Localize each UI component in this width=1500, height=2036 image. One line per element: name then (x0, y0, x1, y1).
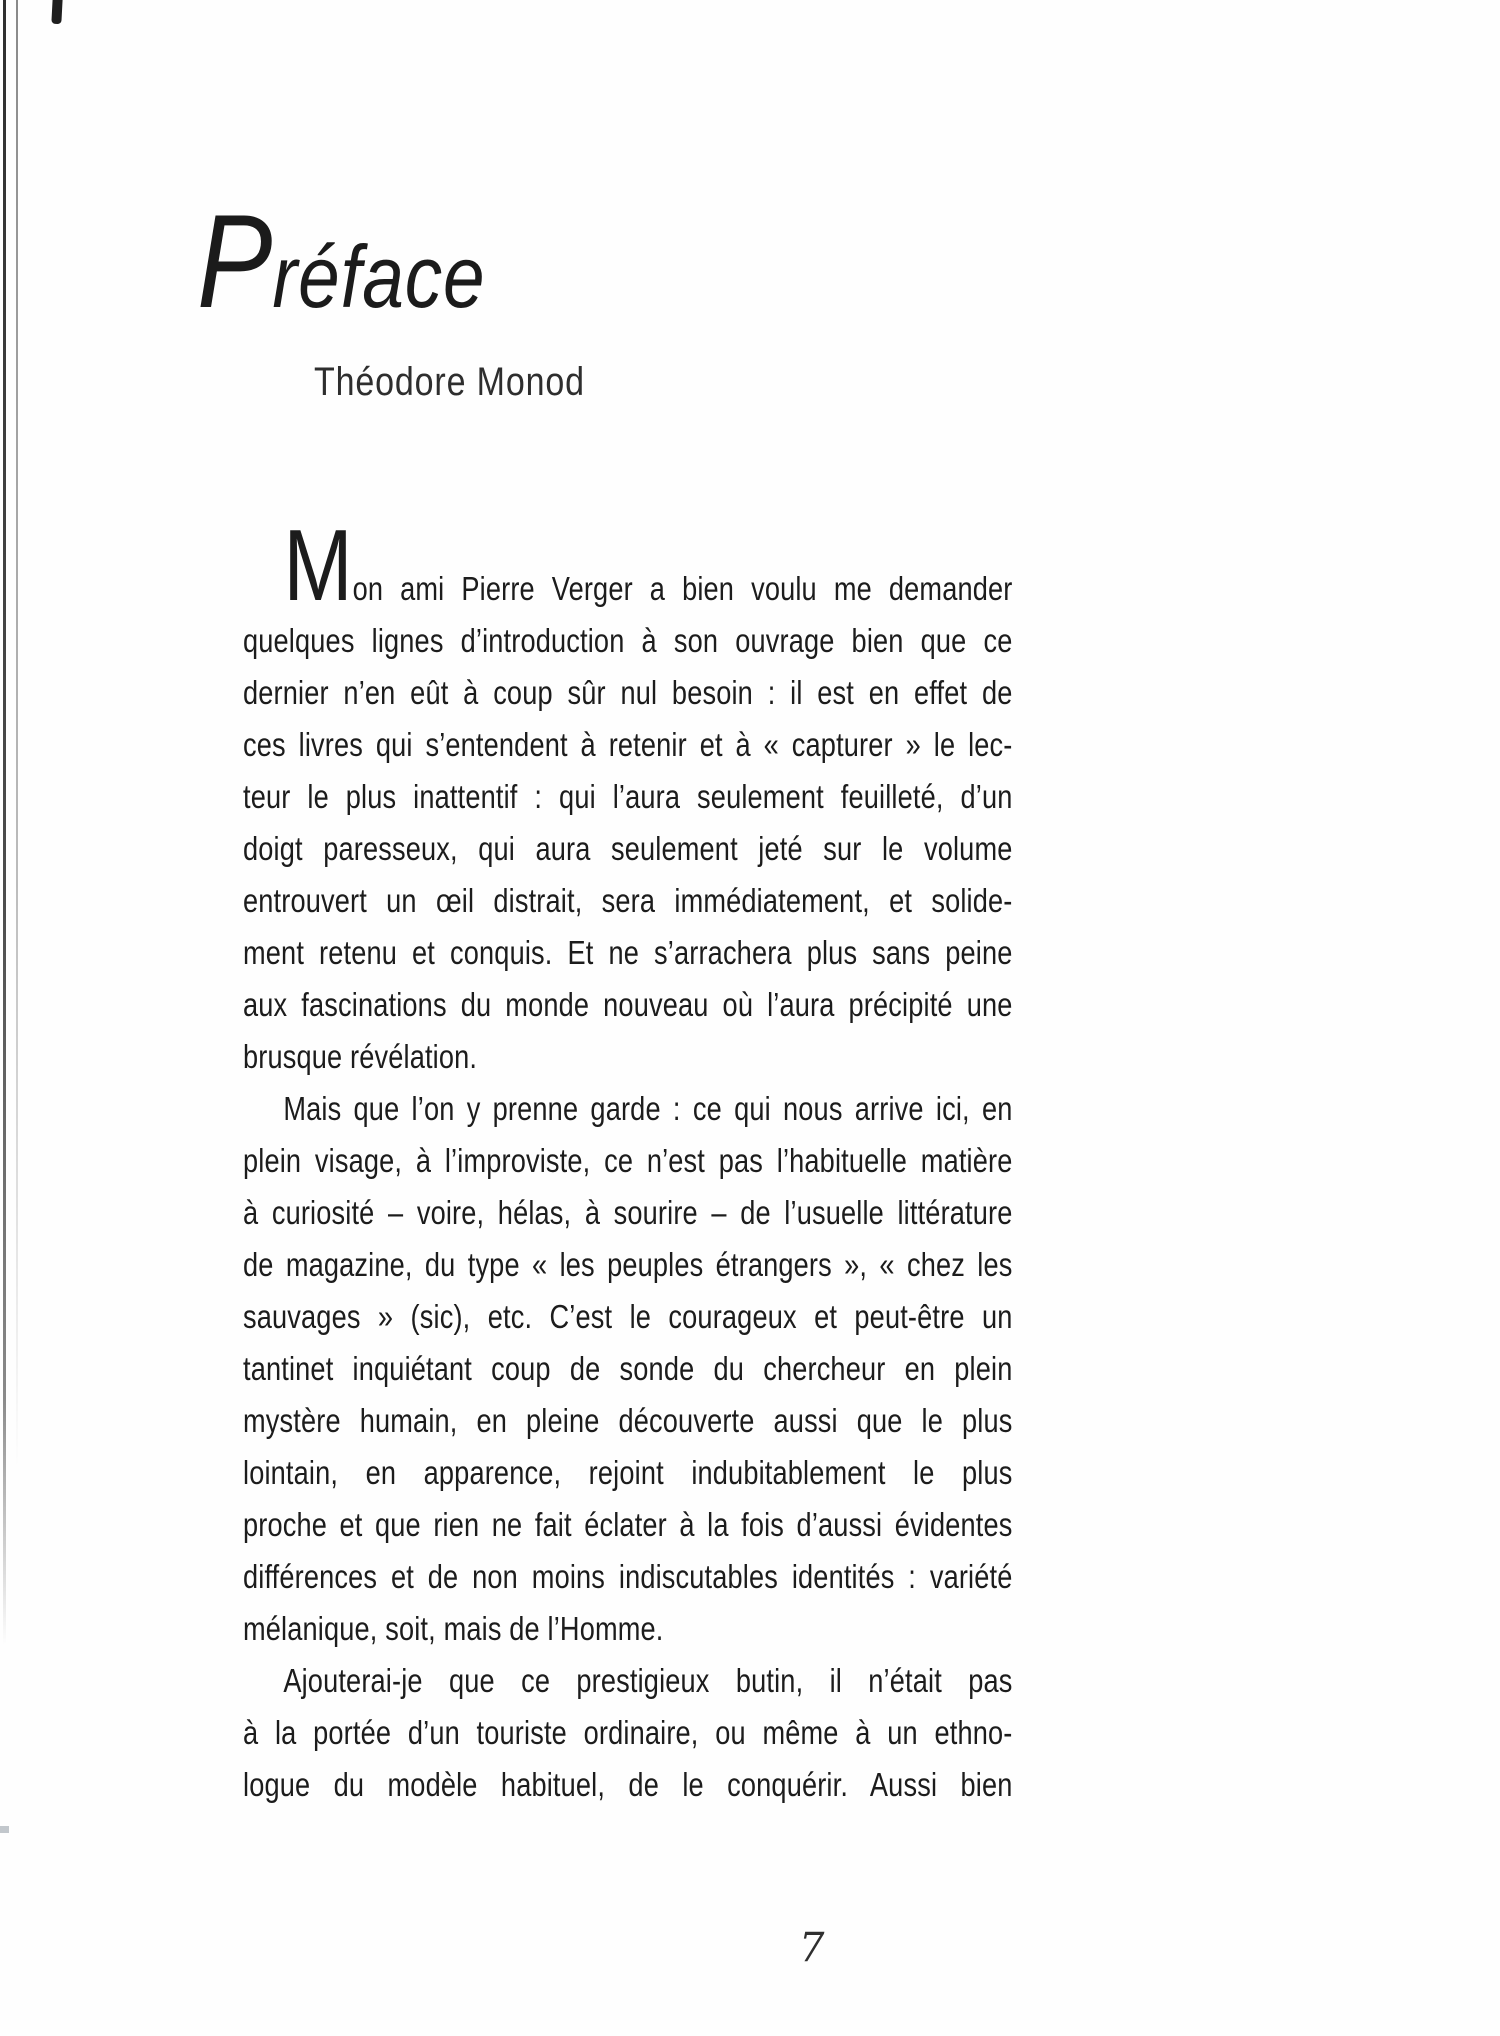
text-line: différences et de non moins indiscutables identités : variété (243, 1558, 1013, 1595)
text-line-content: on ami Pierre Verger a bien voulu me demander (352, 570, 1013, 607)
paragraph-3 (243, 1655, 1013, 1811)
text-line: plein visage, à l’improviste, ce n’est pas l’habituelle matière (243, 1142, 1013, 1179)
page-binding-line-outer (3, 0, 6, 1645)
text-line: lointain, en apparence, rejoint indubitablement le plus (243, 1454, 1013, 1491)
text-line: mélanique, soit, mais de l’Homme. (243, 1610, 664, 1647)
paragraph-2 (243, 1083, 1013, 1655)
text-line: doigt paresseux, qui aura seulement jeté sur le volume (243, 830, 1013, 867)
title-rest-letters: réface (272, 227, 486, 326)
text-line: proche et que rien ne fait éclater à la fois d’aussi évidentes (243, 1506, 1013, 1543)
scan-artifact-mark (51, 0, 62, 24)
page-number: 7 (799, 1925, 825, 1971)
dropcap-letter: M (283, 510, 353, 622)
text-line: ment retenu et conquis. Et ne s’arrachera plus sans peine (243, 934, 1013, 971)
text-line: ces livres qui s’entendent à retenir et à « capturer » le lec- (243, 726, 1013, 763)
page-title (197, 188, 486, 336)
text-line: aux fascinations du monde nouveau où l’aura précipité une (243, 986, 1013, 1023)
text-line: quelques lignes d’introduction à son ouvrage bien que ce (243, 622, 1013, 659)
text-line (243, 510, 1013, 622)
scan-artifact-speck (0, 1826, 9, 1833)
text-line: sauvages » (sic), etc. C’est le courageux et peut-être un (243, 1298, 1013, 1335)
text-line: Ajouterai-je que ce prestigieux butin, il n’était pas (283, 1662, 1013, 1699)
text-line: à curiosité – voire, hélas, à sourire – de l’usuelle littérature (243, 1194, 1013, 1231)
title-initial-letter: P (197, 188, 273, 336)
text-line: teur le plus inattentif : qui l’aura seulement feuilleté, d’un (243, 778, 1013, 815)
page-binding-line-inner (16, 0, 18, 1470)
text-line: Mais que l’on y prenne garde : ce qui nous arrive ici, en (283, 1090, 1013, 1127)
text-line: brusque révélation. (243, 1038, 478, 1075)
preface-body (243, 510, 1013, 1811)
text-line: tantinet inquiétant coup de sonde du chercheur en plein (243, 1350, 1013, 1387)
author-name: Théodore Monod (314, 360, 585, 404)
text-line: de magazine, du type « les peuples étrangers », « chez les (243, 1246, 1013, 1283)
text-line: dernier n’en eût à coup sûr nul besoin : il est en effet de (243, 674, 1013, 711)
text-line: logue du modèle habituel, de le conquérir. Aussi bien (243, 1766, 1013, 1803)
text-line: à la portée d’un touriste ordinaire, ou même à un ethno- (243, 1714, 1013, 1751)
paragraph-1 (243, 510, 1013, 1083)
text-line: mystère humain, en pleine découverte aussi que le plus (243, 1402, 1013, 1439)
text-line: entrouvert un œil distrait, sera immédiatement, et solide- (243, 882, 1013, 919)
